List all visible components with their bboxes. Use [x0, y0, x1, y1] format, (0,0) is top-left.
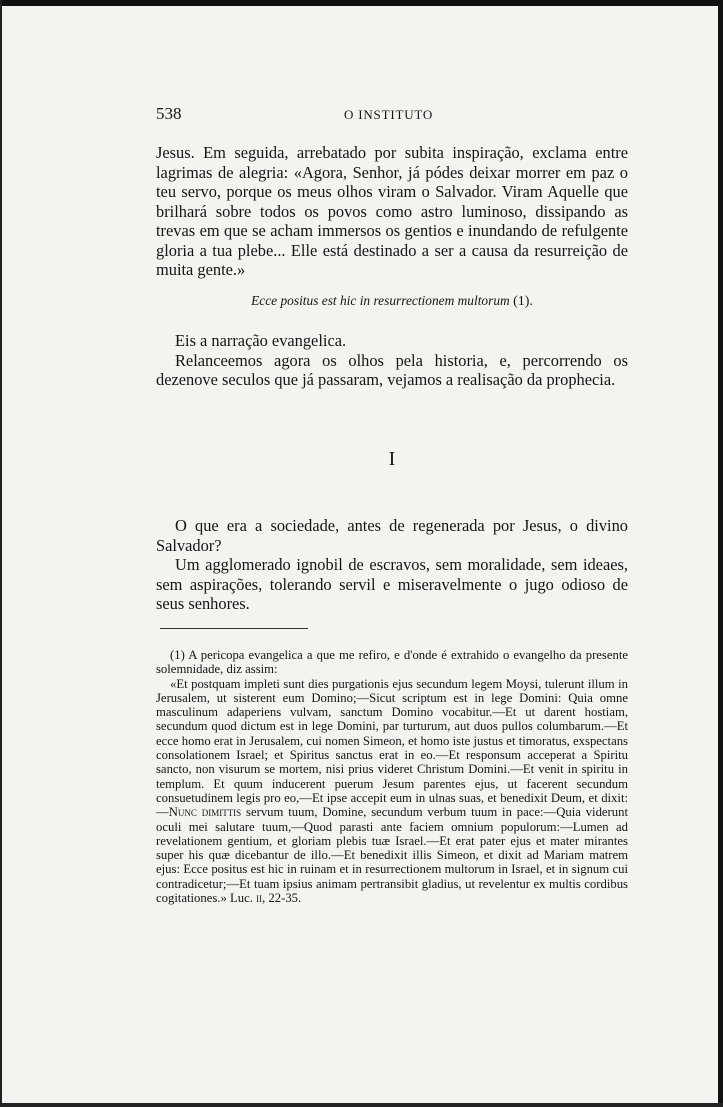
- footnote-citation-roman: ii: [256, 891, 263, 906]
- footnote-latin-part2: servum tuum, Domine, secundum verbum tuum in pace:—Quia viderunt oculi mei salutare tuum,—Quod parasti ante faciem omnium populorum:—Lumen ad revelationem gentium, et gloriam plebis tuæ Israel.—Et erat pater ejus et mater mirantes super his quæ dicebantur de illo.—Et benedixit illis Simeon, et dixit ad Mariam matrem ejus: Ecce positus est hic in ruinam et in resurrectionem multorum in Israel, et in signum cui contradicetur;—Et tuam ipsius animam pertransibit gladius, ut revelentur ex multis cordibus cogitationes.» Luc.: [156, 805, 628, 906]
- scan-border-left: [0, 0, 2, 1107]
- footnote-intro: (1) A pericopa evangelica a que me refiro, e d'onde é extrahido o evangelho da presente solemnidade, diz assim:: [156, 648, 628, 677]
- paragraph-question: O que era a sociedade, antes de regenerada por Jesus, o divino Salvador?: [156, 516, 628, 555]
- section-heading: I: [388, 448, 396, 470]
- body-text-narration: [156, 331, 628, 390]
- body-text-opening: [156, 143, 628, 280]
- page-header: [156, 104, 628, 124]
- scan-border-top: [0, 0, 723, 6]
- page-number: 538: [156, 104, 182, 123]
- paragraph-narration: Eis a narração evangelica.: [175, 331, 347, 350]
- footnotes: [156, 648, 628, 905]
- footnote-separator: [160, 628, 308, 629]
- footnote-latin-part1: «Et postquam impleti sunt dies purgationis ejus secundum legem Moysi, tulerunt illum in Jerusalem, ut sisterent eum Domino;—Sicut scriptum est in lege Domini: Quia omne masculinum adaperiens vulvam, sanctum Domino vocabitur.—Et ut darent hostiam, secundum quod dictum est in lege Domini, par turturum, aut duos pullos columbarum.—Et ecce homo erat in Jerusalem, cui nomen Simeon, et homo iste justus et timoratus, exspectans consolationem Israel; et Spiritus sanctus erat in eo.—Et responsum acceperat a Spiritu sancto, non visurum se mortem, nisi prius videret Christum Domini.—Et venit in spiritu in templum. Et quum inducerent puerum Jesum parentes ejus, ut facerent secundum consuetudinem legis pro eo,—Et ipse accepit eum in ulnas suas, et benedixit Deum, et dixit:—: [156, 676, 628, 820]
- body-text-section: [156, 516, 628, 614]
- footnote-smallcaps-phrase: Nunc dimittis: [168, 805, 242, 820]
- scan-border-bottom: [0, 1103, 723, 1107]
- footnote-reference: (1).: [513, 294, 533, 309]
- footnote-latin-text: [156, 677, 628, 906]
- running-title: O INSTITUTO: [344, 107, 434, 122]
- paragraph-history: Relanceemos agora os olhos pela historia, e, percorrendo os dezenove seculos que já passaram, vejamos a realisação da prophecia.: [156, 350, 628, 389]
- scan-border-right: [718, 0, 723, 1107]
- footnote-citation-verses: , 22-35.: [262, 891, 302, 906]
- latin-quotation-text: Ecce positus est hic in resurrectionem multorum: [251, 293, 510, 308]
- paragraph-simeon-canticle: Jesus. Em seguida, arrebatado por subita inspiração, exclama entre lagrimas de alegria: «Agora, Senhor, já pódes deixar morrer em paz o teu servo, porque os meus olhos viram o Salvador. Viram Aquelle que brilhará sobre todos os povos como astro luminoso, dissipando as trevas em que se acham immersos os gentios e inundando de refulgente gloria a tua plebe... Elle está destinado a ser a causa da resurreição de muita gente.»: [156, 143, 628, 279]
- latin-quotation: [156, 293, 628, 310]
- paragraph-answer: Um agglomerado ignobil de escravos, sem moralidade, sem ideaes, sem aspirações, tolerando servil e miseravelmente o jugo odioso de seus senhores.: [156, 555, 628, 613]
